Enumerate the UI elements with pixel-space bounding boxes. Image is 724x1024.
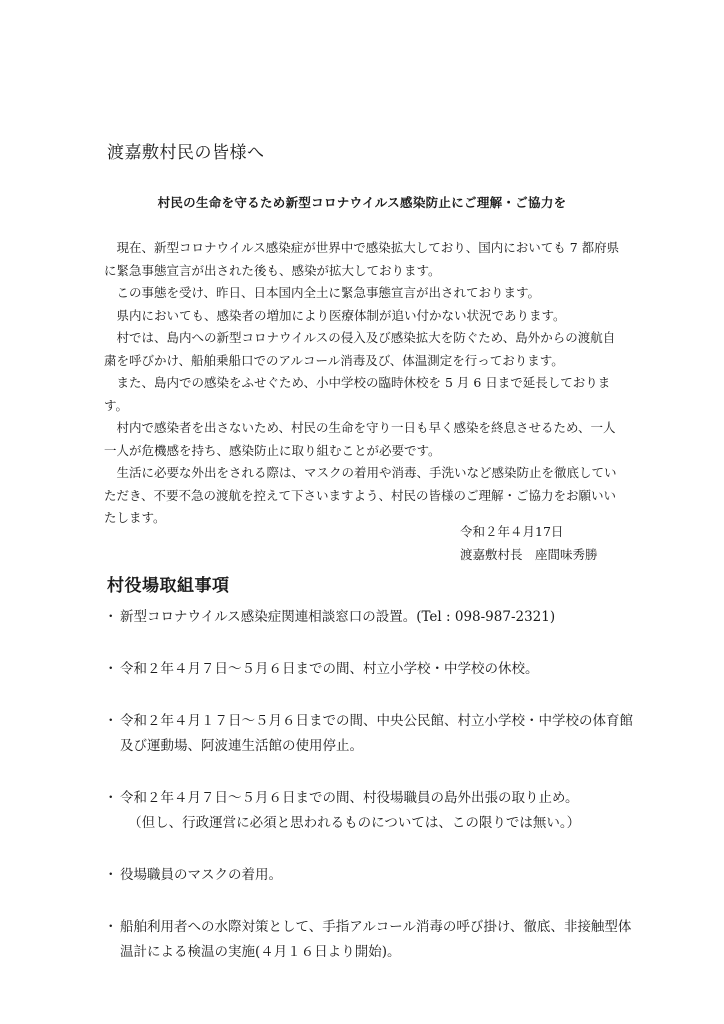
bullet: ・ [104,919,118,935]
bullet: ・ [104,609,118,625]
list-item [104,915,639,965]
bullet: ・ [104,867,118,883]
signature-date: 令和２年４月17日 [460,524,564,539]
body-text [104,237,624,530]
subtitle: 村民の生命を守るため新型コロナウイルス感染防止にご理解・ご協力を [157,195,567,210]
list-item-text: 令和２年４月１７日～５月６日までの間、中央公民館、村立小学校・中学校の体育館及び運動場、阿波連生活館の使用停止。 [120,713,633,754]
list-item-text: 令和２年４月７日～５月６日までの間、村立小学校・中学校の休校。 [120,661,539,677]
signature-author: 渡嘉敷村長 座間味秀勝 [460,546,598,562]
list-item [104,605,639,630]
list-item [104,709,639,759]
list-item-text: 船舶利用者への水際対策として、手指アルコール消毒の呼び掛け、徹底、非接触型体温計による検温の実施(４月１６日より開始)。 [120,919,632,960]
list-item-text: 令和２年４月７日～５月６日までの間、村役場職員の島外出張の取り止め。 [120,790,579,806]
greeting-heading: 渡嘉敷村民の皆様へ [107,143,265,163]
paragraph: また、島内での感染をふせぐため、小中学校の臨時休校を 5 月 6 日まで延長しております。 [104,375,611,413]
list-item-text: 役場職員のマスクの着用。 [120,867,282,883]
section-title: 村役場取組事項 [107,576,230,596]
bullet: ・ [104,713,118,729]
paragraph: 現在、新型コロナウイルス感染症が世界中で感染拡大しており、国内においても 7 都府県に緊急事態宣言が出された後も、感染が拡大しております。 [104,240,620,278]
list-item [104,657,639,682]
signature-block [460,521,598,566]
bullet: ・ [104,790,118,806]
paragraph: この事態を受け、昨日、日本国内全土に緊急事態宣言が出されております。 [116,285,541,300]
paragraph: 村内で感染者を出さないため、村民の生命を守り一日も早く感染を終息させるため、一人一人が危機感を持ち、感染防止に取り組むことが必要です。 [104,420,616,458]
bullet: ・ [104,661,118,677]
paragraph: 村では、島内への新型コロナウイルスの侵入及び感染拡大を防ぐため、島外からの渡航自粛を呼びかけ、船舶乗船口でのアルコール消毒及び、体温測定を行っております。 [104,330,616,368]
list-item-text: 新型コロナウイルス感染症関連相談窓口の設置。(Tel : 098-987-2321) [120,609,556,625]
measures-list [104,605,639,992]
paragraph: 県内においても、感染者の増加により医療体制が追い付かない状況であります。 [116,307,566,323]
list-item [104,863,639,888]
paragraph: 生活に必要な外出をされる際は、マスクの着用や消毒、手洗いなど感染防止を徹底していただき、不要不急の渡航を控えて下さいますよう、村民の皆様のご理解・ご協力をお願いいたします。 [104,465,617,525]
list-item-note: （但し、行政運営に必須と思われるものについては、この限りでは無い。） [128,815,581,831]
list-item [104,786,639,836]
